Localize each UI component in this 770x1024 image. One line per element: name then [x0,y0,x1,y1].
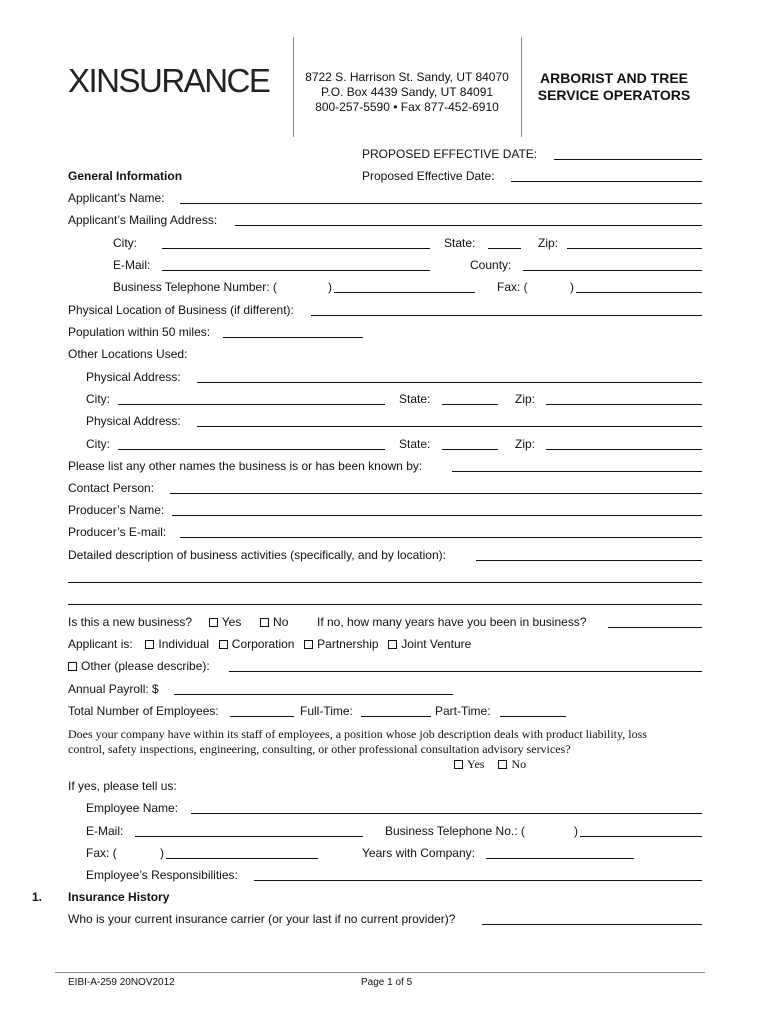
staff-yes-label: Yes [467,757,485,771]
state-2-field[interactable] [442,449,498,450]
full-time-label: Full-Time: [300,704,353,718]
new-business-yes-label: Yes [221,615,242,629]
description-field-3[interactable] [68,604,702,605]
state-2-label: State: [399,437,431,451]
staff-question-line-1: Does your company have within its staff of employees, a position whose job description deals with product liability, loss [68,727,647,741]
proposed-effective-date-caps-label: PROPOSED EFFECTIVE DATE: [362,147,538,161]
state-1-label: State: [399,392,431,406]
mailing-address-label: Applicant’s Mailing Address: [68,213,218,227]
state-field[interactable] [488,248,521,249]
title-line-2: SERVICE OPERATORS [537,87,691,103]
producers-name-field[interactable] [172,515,702,516]
employee-email-field[interactable] [135,836,363,837]
company-logo [68,62,269,100]
description-field-2[interactable] [68,582,702,583]
company-address [296,70,518,115]
population-label: Population within 50 miles: [68,325,211,339]
county-label: County: [470,258,512,272]
applicants-name-label: Applicant’s Name: [68,191,165,205]
city-1-label: City: [86,392,110,406]
footer-divider [55,972,705,973]
employee-telephone-field[interactable] [580,836,702,837]
employee-responsibilities-field[interactable] [254,880,702,881]
new-business-row [68,615,288,629]
other-names-label: Please list any other names the business is or has been known by: [68,459,423,473]
years-with-company-field[interactable] [486,858,634,859]
full-time-field[interactable] [361,716,431,717]
physical-address-1-label: Physical Address: [86,370,181,384]
fax-field[interactable] [576,292,702,293]
physical-location-label: Physical Location of Business (if different): [68,303,294,317]
description-field-1[interactable] [476,560,702,561]
part-time-field[interactable] [500,716,566,717]
new-business-label: Is this a new business? [68,615,193,629]
part-time-label: Part-Time: [435,704,491,718]
individual-label: Individual [158,637,210,651]
zip-field[interactable] [567,248,702,249]
address-line-1: 8722 S. Harrison St. Sandy, UT 84070 [305,70,509,84]
staff-question-line-2: control, safety inspections, engineering, consulting, or other professional consultation advisory services? [68,742,571,756]
county-field[interactable] [523,270,702,271]
zip-label: Zip: [538,236,559,250]
applicant-is-label: Applicant is: [68,637,133,651]
years-in-business-label: If no, how many years have you been in business? [317,615,587,629]
city-2-field[interactable] [118,449,385,450]
partnership-label: Partnership [317,637,379,651]
address-line-3: 800-257-5590 • Fax 877-452-6910 [315,100,499,114]
city-label: City: [113,236,137,250]
business-telephone-field[interactable] [334,292,475,293]
staff-question-answer-row [454,757,526,772]
employee-email-label: E-Mail: [86,824,124,838]
years-with-company-label: Years with Company: [362,846,475,860]
employee-responsibilities-label: Employee’s Responsibilities: [86,868,238,882]
proposed-effective-date-field[interactable] [511,181,702,182]
business-telephone-paren: ) [328,280,332,294]
proposed-effective-date-caps-field[interactable] [554,159,702,160]
current-carrier-field[interactable] [482,924,702,925]
employee-telephone-label: Business Telephone No.: ( [385,824,525,838]
other-locations-label: Other Locations Used: [68,347,188,361]
employee-name-field[interactable] [191,813,702,814]
partnership-checkbox[interactable] [304,640,313,649]
applicants-name-field[interactable] [180,203,702,204]
state-1-field[interactable] [442,404,498,405]
years-in-business-field[interactable] [608,627,702,628]
new-business-no-checkbox[interactable] [260,618,269,627]
form-title [524,70,704,104]
physical-location-field[interactable] [311,315,702,316]
business-telephone-label: Business Telephone Number: ( [113,280,277,294]
producers-name-label: Producer’s Name: [68,503,165,517]
other-describe-row [68,659,210,673]
joint-venture-label: Joint Venture [401,637,472,651]
physical-address-2-field[interactable] [197,426,702,427]
corporation-label: Corporation [231,637,295,651]
annual-payroll-label: Annual Payroll: $ [68,682,159,696]
proposed-effective-date-label: Proposed Effective Date: [362,169,495,183]
annual-payroll-field[interactable] [174,694,453,695]
address-line-2: P.O. Box 4439 Sandy, UT 84091 [320,85,494,99]
employee-name-label: Employee Name: [86,801,179,815]
mailing-address-field[interactable] [235,225,702,226]
producers-email-field[interactable] [180,537,702,538]
city-1-field[interactable] [118,404,385,405]
section-number: 1. [32,890,43,904]
employee-fax-paren: ) [160,846,164,860]
employee-fax-field[interactable] [166,858,318,859]
physical-address-1-field[interactable] [197,382,702,383]
description-label: Detailed description of business activities (specifically, and by location): [68,548,446,562]
header-divider-left [293,37,294,137]
staff-yes-checkbox[interactable] [454,760,463,769]
current-carrier-label: Who is your current insurance carrier (or your last if no current provider)? [68,912,456,926]
staff-no-label: No [511,757,527,771]
email-field[interactable] [162,270,430,271]
logo-text: XINSURANCE [68,62,270,99]
form-id: EIBI-A-259 20NOV2012 [68,977,175,988]
zip-2-field[interactable] [546,449,702,450]
if-yes-label: If yes, please tell us: [68,779,177,793]
other-checkbox[interactable] [68,662,77,671]
employee-telephone-paren: ) [574,824,578,838]
city-2-label: City: [86,437,110,451]
fax-paren: ) [570,280,574,294]
page-number: Page 1 of 5 [361,977,413,988]
contact-person-label: Contact Person: [68,481,155,495]
zip-2-label: Zip: [515,437,536,451]
fax-label: Fax: ( [497,280,528,294]
applicant-is-row [68,637,471,651]
contact-person-field[interactable] [170,493,702,494]
total-employees-label: Total Number of Employees: [68,704,219,718]
state-label: State: [444,236,476,250]
individual-checkbox[interactable] [145,640,154,649]
other-names-field[interactable] [452,471,702,472]
other-describe-label: Other (please describe): [81,659,210,673]
other-describe-field[interactable] [229,671,702,672]
new-business-no-label: No [273,615,289,629]
city-field[interactable] [162,248,430,249]
staff-no-checkbox[interactable] [498,760,507,769]
corporation-checkbox[interactable] [219,640,228,649]
population-field[interactable] [223,337,363,338]
zip-1-label: Zip: [515,392,536,406]
new-business-yes-checkbox[interactable] [209,618,218,627]
joint-venture-checkbox[interactable] [388,640,397,649]
header-divider-right [521,37,522,137]
general-information-heading: General Information [68,169,183,183]
employee-fax-label: Fax: ( [86,846,117,860]
total-employees-field[interactable] [230,716,294,717]
title-line-1: ARBORIST AND TREE [539,70,689,86]
insurance-history-heading: Insurance History [68,890,170,904]
producers-email-label: Producer’s E-mail: [68,525,167,539]
zip-1-field[interactable] [546,404,702,405]
email-label: E-Mail: [113,258,151,272]
physical-address-2-label: Physical Address: [86,414,181,428]
